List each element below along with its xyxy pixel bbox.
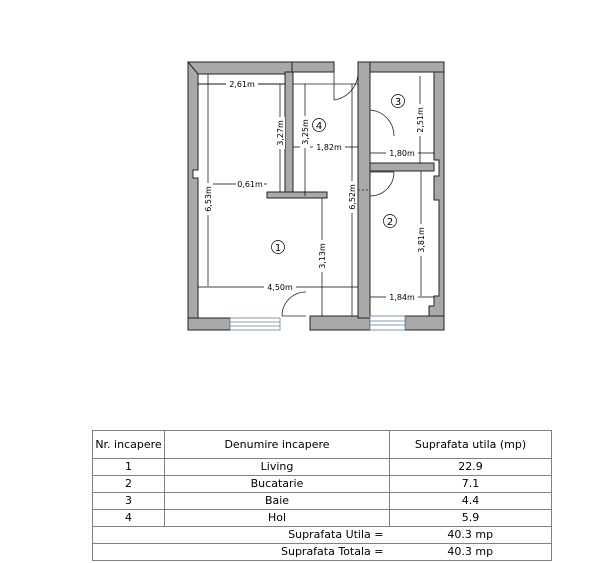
dim-living-height: 6,53m (204, 186, 213, 212)
dim-hol-total-height: 6,52m (348, 184, 357, 210)
row-nr: 1 (93, 459, 165, 476)
summary-row-utila (93, 527, 552, 544)
row-name: Baie (165, 493, 390, 510)
table-row (93, 510, 552, 527)
row-area: 4.4 (390, 493, 552, 510)
summary-utila-label: Suprafata Utila = (93, 527, 390, 544)
header-name: Denumire incapere (165, 431, 390, 459)
row-nr: 3 (93, 493, 165, 510)
room-2-number: 2 (386, 217, 394, 228)
row-nr: 4 (93, 510, 165, 527)
row-area: 22.9 (390, 459, 552, 476)
row-name: Living (165, 459, 390, 476)
room-4-number: 4 (315, 121, 323, 132)
dim-bucatarie-width: 1,84m (389, 293, 415, 302)
row-area: 7.1 (390, 476, 552, 493)
row-name: Hol (165, 510, 390, 527)
table-row (93, 476, 552, 493)
summary-totala-label: Suprafata Totala = (93, 544, 390, 561)
table-row (93, 493, 552, 510)
table-row (93, 459, 552, 476)
dim-stub-wall: 0,61m (237, 180, 263, 189)
dim-baie-height: 2,51m (416, 107, 425, 133)
summary-row-totala (93, 544, 552, 561)
dim-living-inner-height: 3,27m (276, 120, 285, 146)
room-1-number: 1 (274, 243, 282, 254)
summary-utila-value: 40.3 mp (390, 527, 552, 544)
dim-bucatarie-height: 3,81m (417, 227, 426, 253)
table-header-row (93, 431, 552, 459)
dim-hol-height: 3,25m (301, 119, 310, 145)
row-nr: 2 (93, 476, 165, 493)
dim-hol-width: 1,82m (316, 143, 342, 152)
header-area: Suprafata utila (mp) (390, 431, 552, 459)
header-nr: Nr. incapere (93, 431, 165, 459)
dim-living-width-bottom: 4,50m (267, 283, 293, 292)
row-name: Bucatarie (165, 476, 390, 493)
room-3-number: 3 (394, 97, 402, 108)
dimension-labels (203, 79, 426, 302)
row-area: 5.9 (390, 510, 552, 527)
dim-living-width-top: 2,61m (229, 80, 255, 89)
dim-living-lower-height: 3,13m (318, 243, 327, 269)
summary-totala-value: 40.3 mp (390, 544, 552, 561)
room-area-table (92, 430, 552, 561)
dim-baie-width: 1,80m (389, 149, 415, 158)
